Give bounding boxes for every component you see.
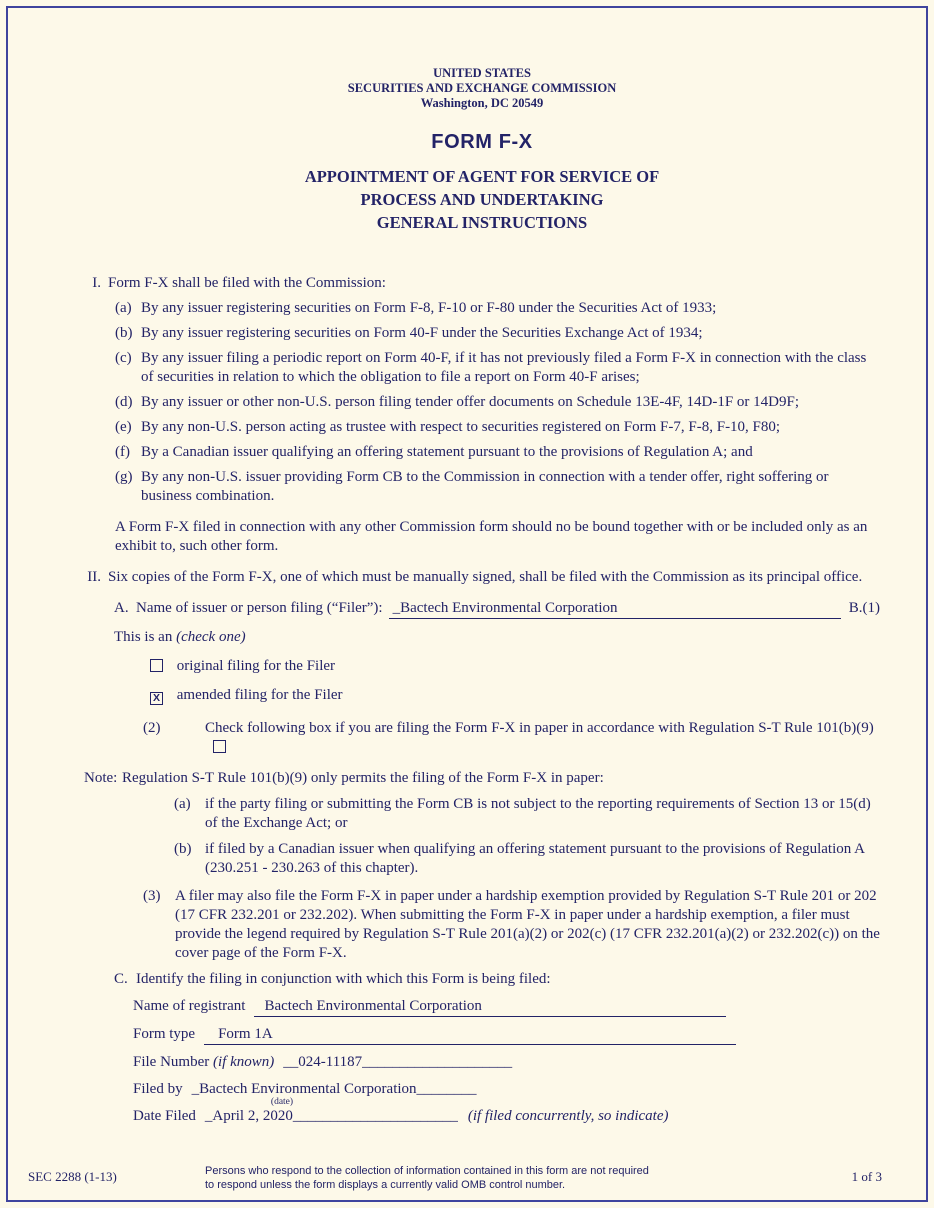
paper-filing-checkbox[interactable] — [213, 740, 226, 753]
note-item-a-text: if the party filing or submitting the Form CB is not subject to the reporting requirements of Section 13 or 15(d) of the Exchange Act; or — [205, 796, 871, 831]
section-2-heading — [84, 568, 880, 587]
check-one-line — [84, 628, 880, 647]
item-b-label: (b) — [115, 325, 133, 341]
registrant-field: Bactech Environmental Corporation — [254, 997, 726, 1017]
section-1-number: I. — [92, 275, 101, 291]
section-1-paragraph: A Form F-X filed in connection with any other Commission form should no be bound together with or be included only as an exhibit to, such other form. — [115, 519, 868, 554]
note-item-a-label: (a) — [174, 796, 191, 812]
field-file-number — [133, 1053, 880, 1072]
header-united-states: UNITED STATES — [433, 66, 531, 80]
form-type-label: Form type — [133, 1026, 196, 1042]
item-c-text: By any issuer filing a periodic report on Form 40-F, if it has not previously filed a Form F-X in connection with the class of securities in relation to which the obligation to file a report on Form 40-F arises; — [141, 350, 867, 385]
item-a-text: By any issuer registering securities on Form F-8, F-10 or F-80 under the Securities Act of 1933; — [141, 300, 717, 316]
instruction-item-c — [115, 349, 880, 387]
item-f-label: (f) — [115, 444, 130, 460]
form-number: SEC 2288 (1-13) — [28, 1169, 117, 1184]
file-number-if-known: (if known) — [213, 1054, 275, 1070]
item-C-text: Identify the filing in conjunction with which this Form is being filed: — [136, 971, 551, 987]
item-g-text: By any non-U.S. issuer providing Form CB to the Commission in connection with a tender offer, right soffering or business combination. — [141, 469, 829, 504]
item-e-label: (e) — [115, 419, 132, 435]
omb-notice-line-1: Persons who respond to the collection of information contained in this form are not required — [205, 1165, 649, 1177]
item-2-row — [84, 719, 880, 757]
filer-name-field: _Bactech Environmental Corporation — [389, 599, 841, 619]
section-1-heading — [84, 274, 880, 293]
file-number-label-text: File Number — [133, 1054, 213, 1070]
header-address: Washington, DC 20549 — [420, 96, 544, 110]
date-concurrent-note: (if filed concurrently, so indicate) — [467, 1108, 669, 1124]
item-B1-label: B.(1) — [848, 600, 880, 616]
original-filing-label: original filing for the Filer — [176, 658, 336, 674]
form-title: FORM F-X — [431, 131, 533, 153]
file-number-label — [133, 1053, 274, 1072]
omb-notice — [205, 1164, 737, 1192]
filed-by-field: _Bactech Environmental Corporation________ — [191, 1081, 477, 1097]
original-filing-option — [84, 657, 880, 676]
item-e-text: By any non-U.S. person acting as trustee with respect to securities registered on Form F-7, F-8, F-10, F80; — [141, 419, 781, 435]
date-filed-value: _April 2, 2020______________________ — [204, 1108, 458, 1124]
note-item-b-text: if filed by a Canadian issuer when qualifying an offering statement pursuant to the provisions of Regulation A (230.251 - 230.263 of this chapter). — [205, 841, 865, 876]
note-item-list — [84, 795, 880, 878]
omb-notice-line-2: to respond unless the form displays a currently valid OMB control number. — [205, 1179, 566, 1191]
subtitle-line-1: APPOINTMENT OF AGENT FOR SERVICE OF — [304, 167, 660, 186]
section-1-item-list — [84, 299, 880, 506]
file-number-field: __024-11187____________________ — [283, 1054, 513, 1070]
note-item-b — [174, 840, 880, 878]
check-one-plain: This is an — [114, 629, 177, 645]
original-filing-checkbox[interactable] — [150, 659, 163, 672]
item-f-text: By a Canadian issuer qualifying an offering statement pursuant to the provisions of Regulation A; and — [141, 444, 753, 460]
filer-name-row — [84, 599, 880, 619]
item-2-text: Check following box if you are filing the Form F-X in paper in accordance with Regulation S-T Rule 101(b)(9) — [205, 720, 874, 736]
field-date-filed — [133, 1097, 880, 1126]
item-C-label: C. — [114, 971, 128, 987]
amended-filing-option — [84, 686, 880, 705]
field-filed-by — [133, 1080, 880, 1099]
note-item-b-label: (b) — [174, 841, 192, 857]
field-form-type — [133, 1025, 880, 1045]
note-item-a — [174, 795, 880, 833]
amended-filing-label: amended filing for the Filer — [176, 687, 343, 703]
instruction-item-d — [115, 393, 880, 412]
instruction-item-b — [115, 324, 880, 343]
item-a-label: (a) — [115, 300, 132, 316]
item-3-text: A filer may also file the Form F-X in paper under a hardship exemption provided by Regulation S-T Rule 201 or 202 (17 CFR 232.201 or 232.202). When submitting the Form F-X in paper under a hardship exemption, a filer must provide the legend required by Regulation S-T Rule 201(a)(2) or 202(c) (17 CFR 232.201(a)(2) or 232.202(c)) on the cover page of the Form F-X. — [175, 888, 880, 961]
instruction-item-g — [115, 468, 880, 506]
item-C-row — [84, 970, 880, 989]
item-2-text-wrap — [205, 719, 880, 757]
date-filed-label: Date Filed — [133, 1108, 196, 1124]
section-1-intro: Form F-X shall be filed with the Commission: — [108, 275, 386, 291]
item-2-label: (2) — [143, 720, 161, 736]
check-one-italic: (check one) — [176, 629, 246, 645]
section-2-intro: Six copies of the Form F-X, one of which must be manually signed, shall be filed with the Commission as its principal office. — [108, 569, 863, 585]
instruction-item-e — [115, 418, 880, 437]
document-body — [84, 274, 880, 1126]
form-type-field: Form 1A — [204, 1025, 736, 1045]
amended-filing-checkbox[interactable]: X — [150, 692, 163, 705]
date-filed-field — [204, 1097, 458, 1126]
page-number: 1 of 3 — [851, 1169, 882, 1184]
filing-fields — [84, 997, 880, 1126]
item-d-text: By any issuer or other non-U.S. person filing tender offer documents on Schedule 13E-4F, 14D-1F or 14D9F; — [141, 394, 800, 410]
item-d-label: (d) — [115, 394, 133, 410]
instruction-item-a — [115, 299, 880, 318]
subtitle-line-3: GENERAL INSTRUCTIONS — [376, 213, 588, 232]
instruction-item-f — [115, 443, 880, 462]
document-header — [84, 66, 880, 234]
item-c-label: (c) — [115, 350, 132, 366]
item-b-text: By any issuer registering securities on Form 40-F under the Securities Exchange Act of 1934; — [141, 325, 703, 341]
note-row — [84, 769, 880, 788]
date-hint: (date) — [270, 1097, 294, 1107]
filed-by-label: Filed by — [133, 1081, 183, 1097]
form-subtitle — [84, 165, 880, 234]
item-3-row — [84, 887, 880, 963]
note-label: Note: — [84, 770, 118, 786]
section-2-number: II. — [87, 569, 101, 585]
registrant-label: Name of registrant — [133, 998, 246, 1014]
field-registrant — [133, 997, 880, 1017]
item-g-label: (g) — [115, 469, 133, 485]
item-A-label: A. — [114, 600, 129, 616]
filer-name-label: Name of issuer or person filing (“Filer”): — [136, 600, 383, 616]
item-3-label: (3) — [143, 888, 161, 904]
note-text: Regulation S-T Rule 101(b)(9) only permits the filing of the Form F-X in paper: — [122, 770, 604, 786]
header-commission: SECURITIES AND EXCHANGE COMMISSION — [347, 81, 617, 95]
subtitle-line-2: PROCESS AND UNDERTAKING — [360, 190, 604, 209]
